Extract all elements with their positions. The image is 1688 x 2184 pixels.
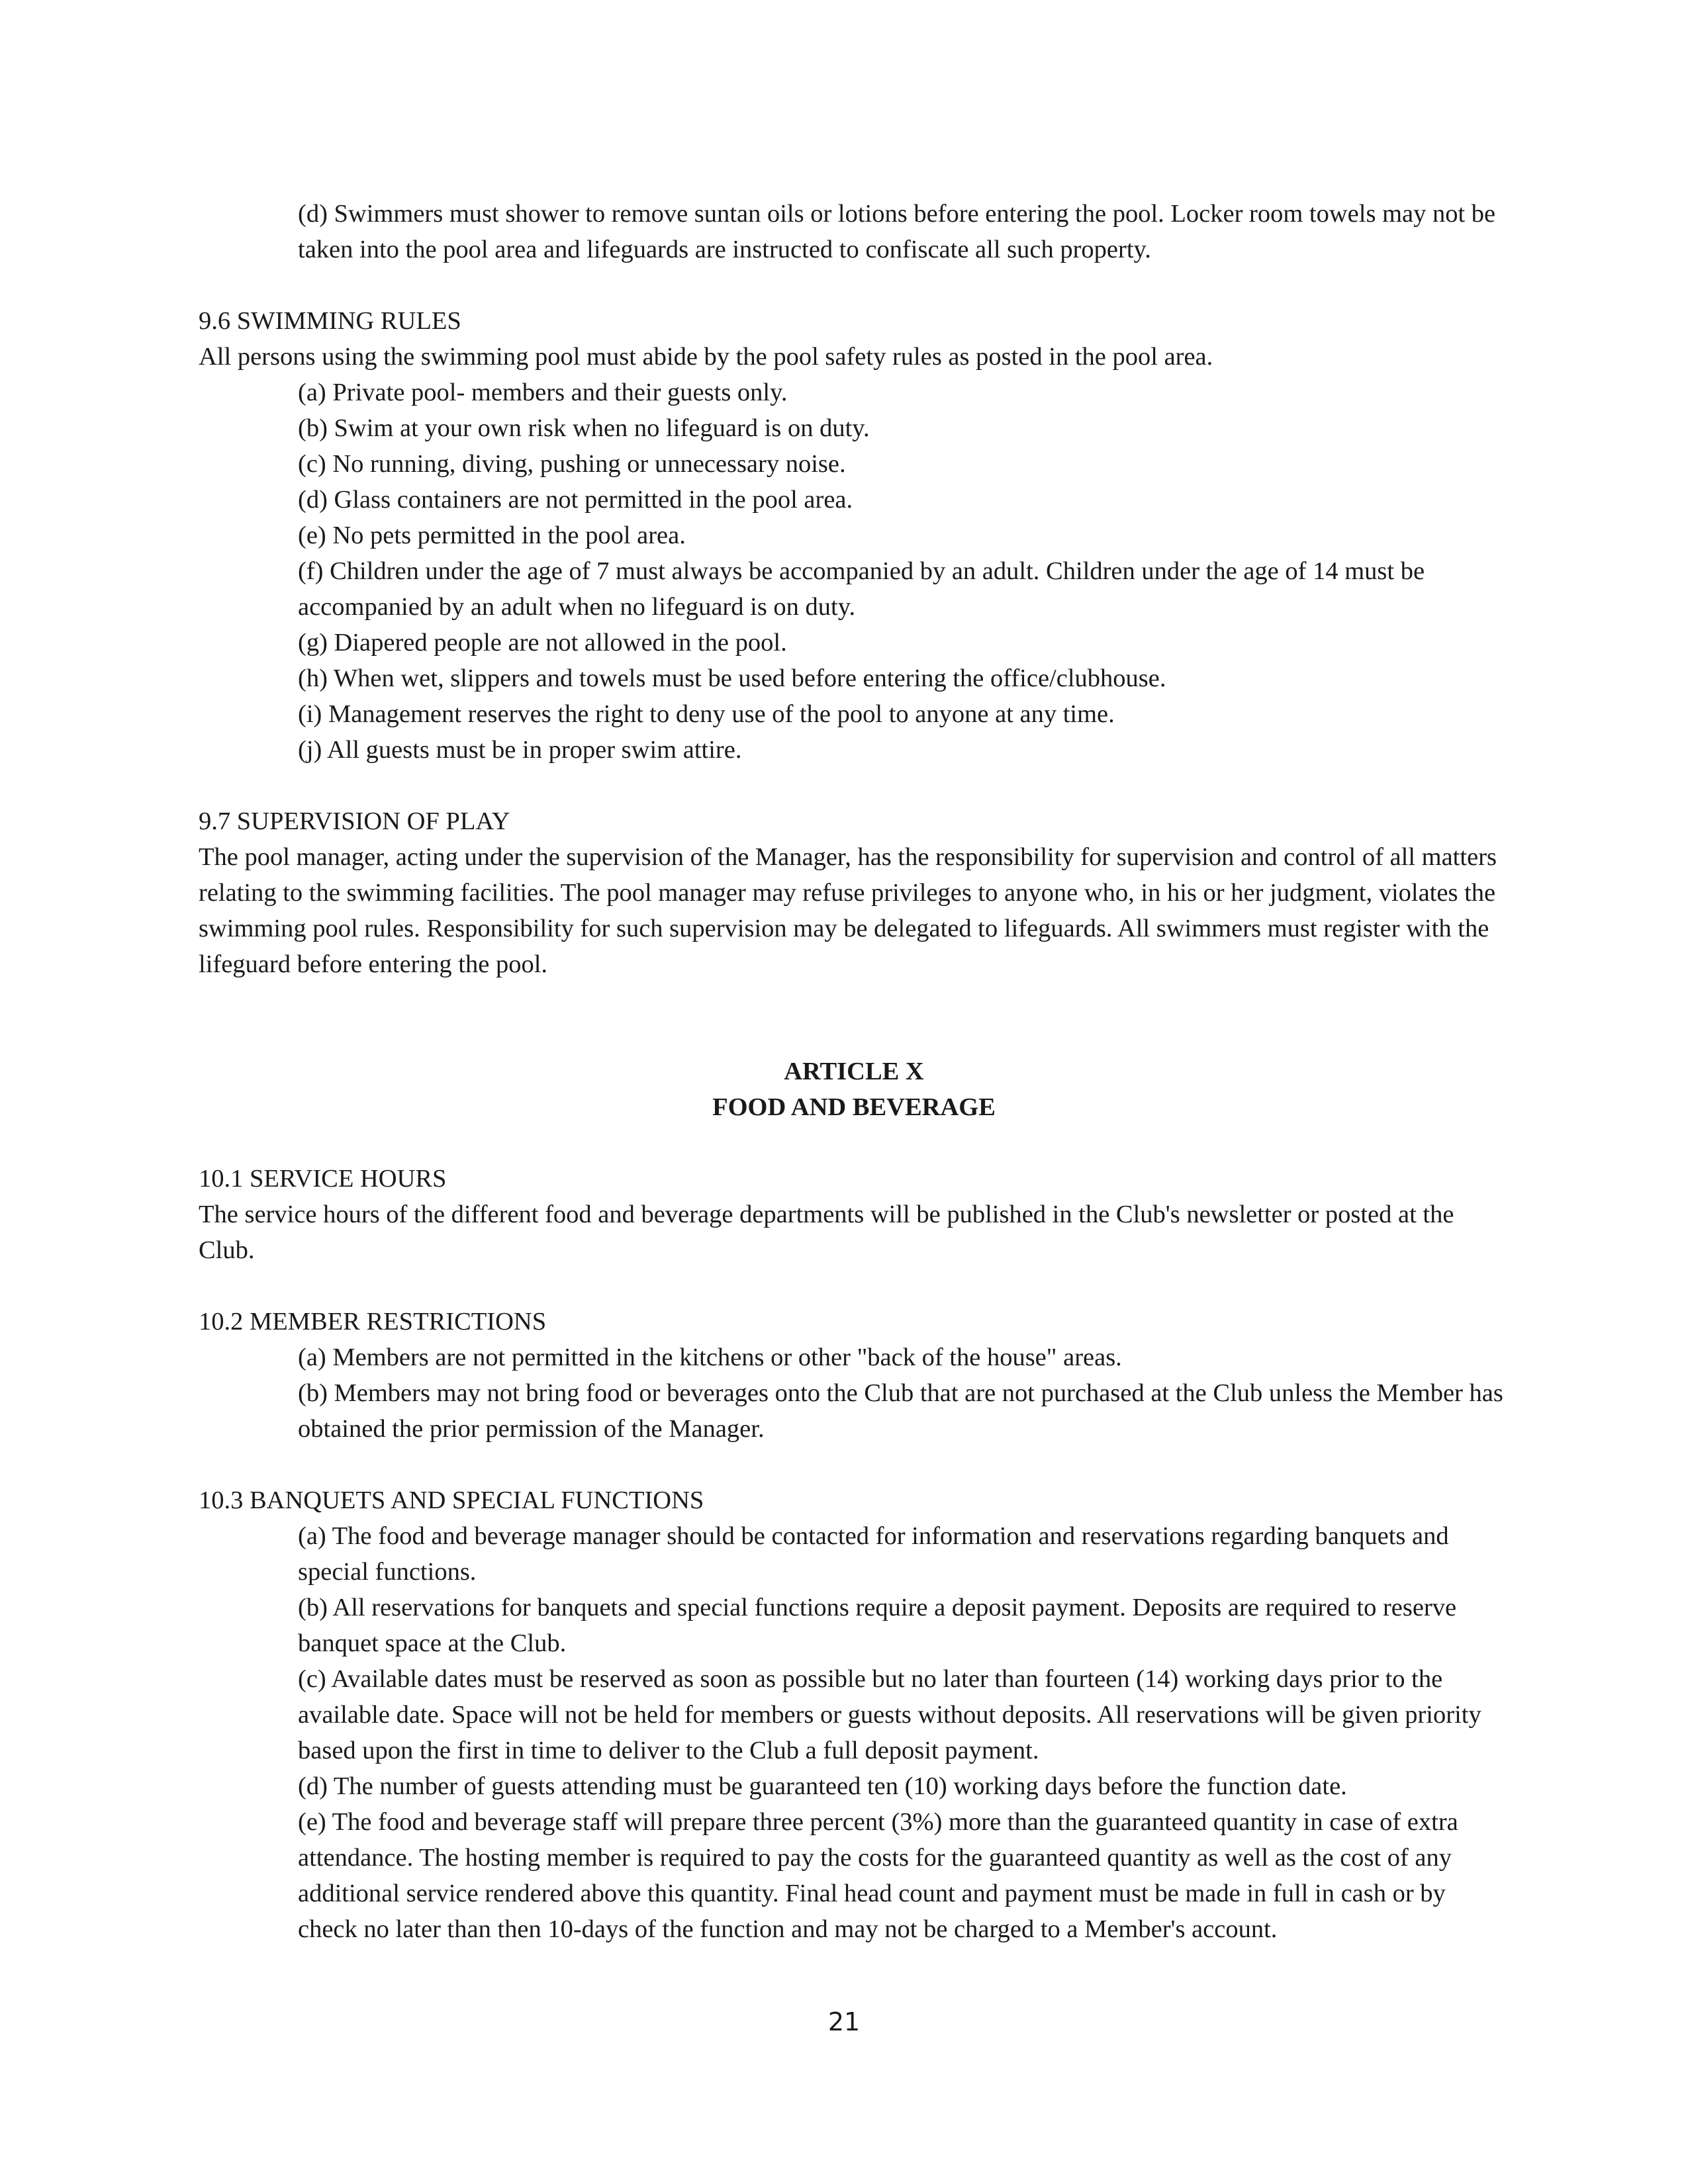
section-heading-9-6: 9.6 SWIMMING RULES [199, 307, 461, 335]
list-item: (h) When wet, slippers and towels must be used before entering the office/clubhouse. [298, 664, 1166, 692]
page-number: 21 [827, 2007, 861, 2036]
list-item: (c) No running, diving, pushing or unnecessary noise. [298, 450, 846, 478]
page-content [199, 196, 1509, 1947]
list-item: (a) Members are not permitted in the kitchens or other "back of the house" areas. [298, 1343, 1122, 1371]
list-item: (j) All guests must be in proper swim attire. [298, 736, 742, 764]
spacer [199, 1447, 1509, 1482]
list-item: (e) No pets permitted in the pool area. [298, 522, 686, 549]
section-intro-9-6: All persons using the swimming pool must abide by the pool safety rules as posted in the pool area. [199, 343, 1213, 371]
list-item: (c) Available dates must be reserved as soon as possible but no later than fourteen (14) working days prior to the available date. Space will not be held for members or guests without deposits. All reservations will be given priority based upon the first in time to deliver to the Club a full deposit payment. [298, 1665, 1481, 1764]
list-item: (b) Members may not bring food or beverages onto the Club that are not purchased at the Club unless the Member has obtained the prior permission of the Manager. [298, 1379, 1503, 1443]
spacer [199, 1125, 1509, 1161]
section-heading-9-7: 9.7 SUPERVISION OF PLAY [199, 807, 510, 835]
list-item: (g) Diapered people are not allowed in the pool. [298, 629, 787, 657]
spacer [199, 982, 1509, 1054]
spacer [199, 1268, 1509, 1304]
list-item: (e) The food and beverage staff will prepare three percent (3%) more than the guaranteed quantity in case of extra attendance. The hosting member is required to pay the costs for the guaranteed quantity as well as the cost of any additional service rendered above this quantity. Final head count and payment must be made in full in cash or by check no later than then 10-days of the function and may not be charged to a Member's account. [298, 1808, 1458, 1943]
list-item: (f) Children under the age of 7 must always be accompanied by an adult. Children under the age of 14 must be accompanied by an adult when no lifeguard is on duty. [298, 557, 1425, 621]
pool-shower-rule: (d) Swimmers must shower to remove suntan oils or lotions before entering the pool. Locker room towels may not be taken into the pool area and lifeguards are instructed to confiscate all such property. [298, 200, 1496, 263]
list-item: (i) Management reserves the right to deny use of the pool to anyone at any time. [298, 700, 1115, 728]
list-item: (b) All reservations for banquets and special functions require a deposit payment. Deposits are required to reserve banquet space at the Club. [298, 1594, 1457, 1657]
spacer [199, 267, 1509, 303]
section-body-10-1: The service hours of the different food and beverage departments will be published in the Club's newsletter or posted at the Club. [199, 1201, 1454, 1264]
spacer [199, 768, 1509, 803]
section-body-9-7: The pool manager, acting under the supervision of the Manager, has the responsibility for supervision and control of all matters relating to the swimming facilities. The pool manager may refuse privileges to anyone who, in his or her judgment, violates the swimming pool rules. Responsibility for such supervision may be delegated to lifeguards. All swimmers must register with the lifeguard before entering the pool. [199, 843, 1497, 978]
list-item: (d) Glass containers are not permitted in the pool area. [298, 486, 853, 514]
list-item: (a) The food and beverage manager should be contacted for information and reservations regarding banquets and special functions. [298, 1522, 1449, 1586]
list-item: (d) The number of guests attending must be guaranteed ten (10) working days before the function date. [298, 1772, 1347, 1800]
list-item: (a) Private pool- members and their guests only. [298, 379, 788, 406]
section-heading-10-1: 10.1 SERVICE HOURS [199, 1165, 447, 1193]
section-heading-10-3: 10.3 BANQUETS AND SPECIAL FUNCTIONS [199, 1486, 704, 1514]
article-title: FOOD AND BEVERAGE [712, 1093, 996, 1121]
list-item: (b) Swim at your own risk when no lifeguard is on duty. [298, 414, 870, 442]
article-number: ARTICLE X [784, 1058, 924, 1085]
section-heading-10-2: 10.2 MEMBER RESTRICTIONS [199, 1308, 547, 1336]
